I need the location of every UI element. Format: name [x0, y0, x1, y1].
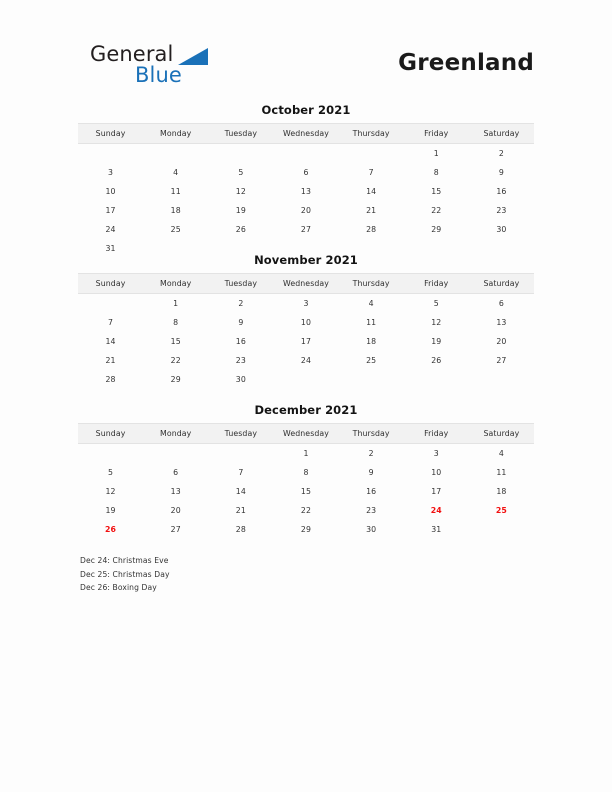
day-cell[interactable]: 2	[498, 149, 504, 158]
day-cell[interactable]: 13	[300, 187, 312, 196]
day-cell[interactable]: 16	[235, 337, 246, 346]
week-row	[78, 294, 534, 314]
weekday-header-row	[78, 124, 534, 144]
day-cell-empty	[404, 370, 469, 389]
day-cell[interactable]: 6	[173, 468, 179, 477]
week-row	[78, 332, 534, 351]
page-header	[78, 38, 534, 90]
week-row	[78, 201, 534, 220]
weekday-header-sunday: Sunday	[78, 274, 143, 294]
weekday-header-tuesday: Tuesday	[208, 124, 273, 144]
day-cell-empty	[143, 144, 208, 164]
day-cell[interactable]: 2	[368, 449, 374, 458]
day-cell-empty	[143, 444, 208, 464]
day-cell-empty	[273, 144, 338, 164]
day-cell[interactable]: 22	[300, 506, 312, 515]
day-cell[interactable]: 9	[238, 318, 244, 327]
day-cell[interactable]: 17	[300, 337, 312, 346]
weekday-header-row	[78, 424, 534, 444]
day-cell[interactable]: 13	[170, 487, 181, 496]
day-cell[interactable]: 18	[170, 206, 181, 215]
weekday-header-friday: Friday	[404, 124, 469, 144]
week-row	[78, 370, 534, 389]
week-row	[78, 182, 534, 201]
day-cell-holiday[interactable]: 25	[495, 506, 507, 515]
holiday-note: Dec 24: Christmas Eve	[80, 556, 169, 565]
weekday-header-saturday: Saturday	[469, 274, 534, 294]
month-block	[78, 103, 534, 258]
day-cell[interactable]: 12	[105, 487, 116, 496]
day-cell[interactable]: 18	[366, 337, 377, 346]
day-cell-empty	[339, 370, 404, 389]
day-cell[interactable]: 7	[368, 168, 374, 177]
day-cell[interactable]: 16	[366, 487, 377, 496]
day-cell[interactable]: 8	[433, 168, 439, 177]
day-cell[interactable]: 13	[496, 318, 507, 327]
day-cell[interactable]: 22	[431, 206, 442, 215]
month-grid	[78, 423, 534, 539]
day-cell-holiday[interactable]: 26	[105, 525, 117, 534]
day-cell-empty	[78, 294, 143, 314]
day-cell[interactable]: 8	[173, 318, 179, 327]
weekday-header-monday: Monday	[143, 124, 208, 144]
day-cell[interactable]: 12	[431, 318, 442, 327]
day-cell[interactable]: 11	[366, 318, 377, 327]
month-title: October 2021	[261, 103, 351, 117]
day-cell[interactable]: 30	[366, 525, 377, 534]
holiday-notes-list	[80, 554, 380, 595]
day-cell[interactable]: 15	[300, 487, 312, 496]
day-cell[interactable]: 6	[498, 299, 504, 308]
weekday-header-thursday: Thursday	[339, 424, 404, 444]
day-cell[interactable]: 11	[170, 187, 181, 196]
day-cell[interactable]: 20	[300, 206, 312, 215]
week-row	[78, 444, 534, 464]
day-cell[interactable]: 7	[238, 468, 244, 477]
day-cell[interactable]: 29	[170, 375, 181, 384]
day-cell[interactable]: 15	[431, 187, 442, 196]
weekday-header-monday: Monday	[143, 274, 208, 294]
weekday-header-thursday: Thursday	[339, 124, 404, 144]
day-cell-empty	[273, 370, 338, 389]
day-cell[interactable]: 24	[300, 356, 312, 365]
week-row	[78, 220, 534, 239]
day-cell[interactable]: 4	[173, 168, 179, 177]
day-cell[interactable]: 11	[496, 468, 507, 477]
month-block	[78, 253, 534, 389]
day-cell[interactable]: 31	[431, 525, 442, 534]
day-cell[interactable]: 28	[366, 225, 377, 234]
day-cell[interactable]: 25	[366, 356, 377, 365]
day-cell[interactable]: 7	[108, 318, 114, 327]
weekday-header-saturday: Saturday	[469, 424, 534, 444]
weekday-header-wednesday: Wednesday	[273, 274, 338, 294]
week-row	[78, 520, 534, 539]
month-grid	[78, 123, 534, 258]
day-cell[interactable]: 19	[105, 506, 116, 515]
day-cell[interactable]: 29	[431, 225, 442, 234]
day-cell[interactable]: 8	[303, 468, 309, 477]
holiday-note: Dec 26: Boxing Day	[80, 583, 157, 592]
day-cell[interactable]: 22	[170, 356, 181, 365]
day-cell-empty	[78, 444, 143, 464]
day-cell-empty	[469, 520, 534, 539]
day-cell[interactable]: 21	[235, 506, 246, 515]
day-cell[interactable]: 30	[235, 375, 246, 384]
day-cell[interactable]: 9	[498, 168, 504, 177]
week-row	[78, 463, 534, 482]
day-cell[interactable]: 4	[368, 299, 374, 308]
day-cell[interactable]: 30	[496, 225, 507, 234]
day-cell[interactable]: 2	[238, 299, 244, 308]
week-row	[78, 163, 534, 182]
day-cell[interactable]: 21	[105, 356, 116, 365]
week-row	[78, 501, 534, 520]
day-cell-empty	[339, 144, 404, 164]
weekday-header-sunday: Sunday	[78, 424, 143, 444]
day-cell[interactable]: 21	[366, 206, 377, 215]
day-cell[interactable]: 23	[496, 206, 507, 215]
day-cell[interactable]: 17	[431, 487, 442, 496]
day-cell-empty	[78, 144, 143, 164]
day-cell[interactable]: 6	[303, 168, 309, 177]
weekday-header-tuesday: Tuesday	[208, 274, 273, 294]
day-cell[interactable]: 23	[366, 506, 377, 515]
day-cell[interactable]: 19	[431, 337, 442, 346]
day-cell[interactable]: 26	[235, 225, 246, 234]
day-cell[interactable]: 20	[170, 506, 181, 515]
blue-triangle-icon	[178, 48, 208, 65]
day-cell[interactable]: 17	[105, 206, 116, 215]
page-title: Greenland	[398, 50, 534, 76]
day-cell[interactable]: 5	[238, 168, 244, 177]
day-cell[interactable]: 26	[431, 356, 442, 365]
day-cell[interactable]: 9	[368, 468, 374, 477]
week-row	[78, 313, 534, 332]
day-cell[interactable]: 10	[105, 187, 116, 196]
day-cell[interactable]: 3	[108, 168, 114, 177]
day-cell[interactable]: 27	[300, 225, 312, 234]
day-cell[interactable]: 1	[303, 449, 309, 458]
month-grid	[78, 273, 534, 389]
day-cell[interactable]: 10	[431, 468, 442, 477]
weekday-header-friday: Friday	[404, 424, 469, 444]
logo-word-blue: Blue	[135, 63, 182, 87]
day-cell[interactable]: 5	[108, 468, 114, 477]
day-cell[interactable]: 1	[433, 149, 439, 158]
day-cell[interactable]: 29	[300, 525, 312, 534]
weekday-header-thursday: Thursday	[339, 274, 404, 294]
day-cell-empty	[208, 444, 273, 464]
day-cell[interactable]: 18	[496, 487, 507, 496]
day-cell[interactable]: 25	[170, 225, 181, 234]
week-row	[78, 144, 534, 164]
general-blue-logo	[90, 42, 270, 90]
day-cell[interactable]: 15	[170, 337, 181, 346]
day-cell-empty	[469, 370, 534, 389]
weekday-header-saturday: Saturday	[469, 124, 534, 144]
month-title: November 2021	[254, 253, 358, 267]
week-row	[78, 351, 534, 370]
weekday-header-friday: Friday	[404, 274, 469, 294]
day-cell[interactable]: 4	[498, 449, 504, 458]
day-cell[interactable]: 3	[433, 449, 439, 458]
logo-word-general: General	[90, 42, 174, 66]
month-block	[78, 403, 534, 539]
day-cell[interactable]: 14	[105, 337, 116, 346]
day-cell[interactable]: 10	[300, 318, 312, 327]
day-cell[interactable]: 5	[433, 299, 439, 308]
weekday-header-wednesday: Wednesday	[273, 124, 338, 144]
day-cell[interactable]: 14	[366, 187, 377, 196]
day-cell[interactable]: 16	[496, 187, 507, 196]
week-row	[78, 482, 534, 501]
weekday-header-monday: Monday	[143, 424, 208, 444]
weekday-header-wednesday: Wednesday	[273, 424, 338, 444]
holiday-note: Dec 25: Christmas Day	[80, 569, 170, 579]
day-cell[interactable]: 20	[496, 337, 507, 346]
month-title: December 2021	[254, 403, 358, 417]
weekday-header-sunday: Sunday	[78, 124, 143, 144]
day-cell-holiday[interactable]: 24	[430, 506, 442, 515]
day-cell[interactable]: 19	[235, 206, 246, 215]
day-cell[interactable]: 23	[235, 356, 246, 365]
day-cell[interactable]: 24	[105, 225, 116, 234]
day-cell-empty	[208, 144, 273, 164]
day-cell[interactable]: 1	[173, 299, 179, 308]
day-cell[interactable]: 27	[496, 356, 507, 365]
weekday-header-tuesday: Tuesday	[208, 424, 273, 444]
day-cell[interactable]: 28	[235, 525, 246, 534]
day-cell[interactable]: 3	[303, 299, 309, 308]
day-cell[interactable]: 28	[105, 375, 116, 384]
day-cell[interactable]: 12	[235, 187, 246, 196]
day-cell[interactable]: 31	[105, 244, 116, 253]
day-cell[interactable]: 14	[235, 487, 246, 496]
day-cell[interactable]: 27	[170, 525, 181, 534]
weekday-header-row	[78, 274, 534, 294]
